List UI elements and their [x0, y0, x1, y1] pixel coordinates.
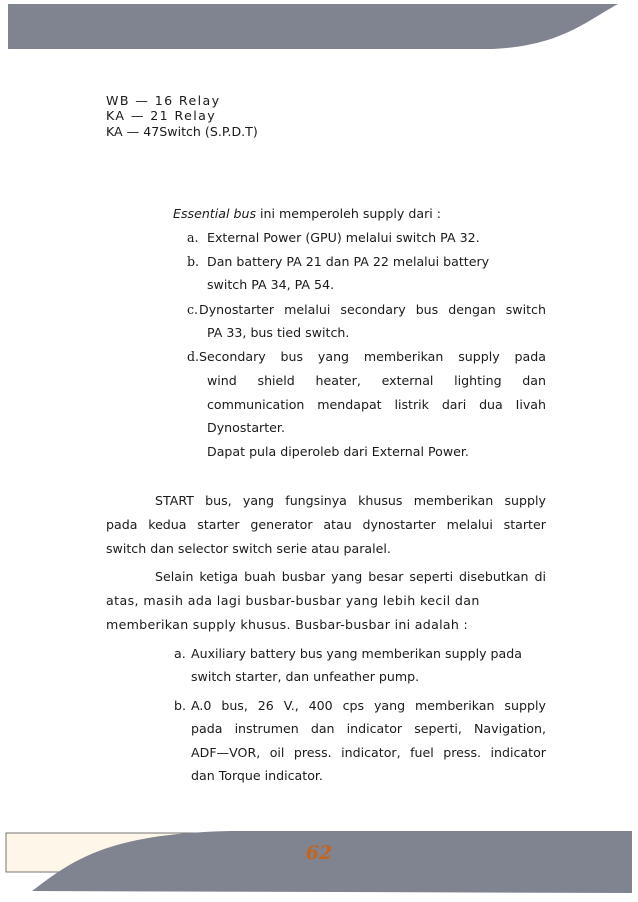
paragraph-line: Selain ketiga buah busbar yang besar seperti disebutkan di — [155, 569, 546, 584]
list-item-text: Dan battery PA 21 dan PA 22 melalui battery — [207, 254, 490, 269]
list-item-text: switch PA 34, PA 54. — [207, 277, 335, 292]
paragraph-line: memberikan supply khusus. Busbar-busbar ini adalah : — [106, 617, 469, 632]
list-item-text: Dynostarter melalui secondary bus dengan switch — [199, 302, 546, 317]
header-banner — [0, 0, 638, 60]
footer-banner — [0, 828, 638, 902]
list-item-text: switch starter, dan unfeather pump. — [191, 669, 420, 684]
list-item-text: communication mendapat listrik dari dua Iivah — [207, 397, 546, 412]
list-marker: c. — [187, 302, 199, 317]
list-item-text: A.0 bus, 26 V., 400 cps yang memberikan supply — [191, 698, 546, 713]
list-item-text: pada instrumen dan indicator seperti, Navigation, — [191, 721, 546, 736]
paragraph-line: switch dan selector switch serie atau paralel. — [106, 541, 391, 556]
list-item-text: Auxiliary battery bus yang memberikan supply pada — [191, 646, 522, 661]
list-item-text: ADF—VOR, oil press. indicator, fuel press. indicator — [191, 745, 546, 760]
list-marker: b. — [174, 698, 186, 713]
list-item-text: dan Torque indicator. — [191, 768, 323, 783]
page-number: 62 — [305, 842, 333, 864]
list-item-text: Secondary bus yang memberikan supply pada — [199, 349, 546, 364]
list-marker: b. — [187, 254, 200, 269]
paragraph-line: START bus, yang fungsinya khusus memberikan supply — [155, 493, 546, 508]
list-item-text: PA 33, bus tied switch. — [207, 325, 350, 340]
list-item-text: External Power (GPU) melalui switch PA 32. — [207, 230, 480, 245]
relay-line: WB — 16 Relay — [106, 93, 221, 108]
essential-extra: Dapat pula diperoleb dari External Power. — [207, 444, 469, 459]
paragraph-line: atas, masih ada lagi busbar-busbar yang lebih kecil dan — [106, 593, 480, 608]
paragraph-line: pada kedua starter generator atau dynostarter melalui starter — [106, 517, 546, 532]
list-marker: d. — [187, 349, 200, 364]
list-marker: a. — [174, 646, 186, 661]
relay-line: KA — 21 Relay — [106, 108, 217, 123]
list-item-text: Dynostarter. — [207, 420, 285, 435]
list-marker: a. — [187, 230, 199, 245]
essential-intro: Essential bus ini memperoleh supply dari : — [173, 206, 441, 221]
relay-line: KA — 47Switch (S.P.D.T) — [106, 124, 258, 139]
list-item-text: wind shield heater, external lighting dan — [207, 373, 546, 388]
